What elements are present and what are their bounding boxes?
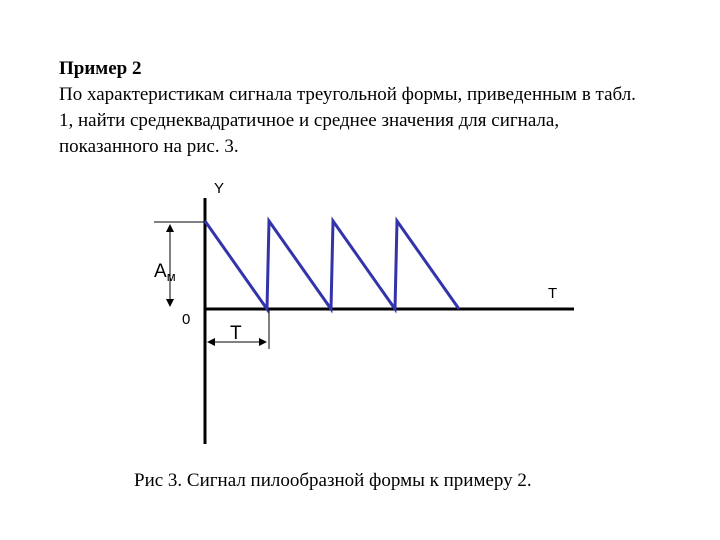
sawtooth-waveform [205,221,459,309]
period-label: T [230,323,242,344]
amplitude-subscript: м [166,269,176,284]
amplitude-label [154,261,176,284]
origin-label: 0 [182,311,191,328]
paragraph-line-3: показанного на рис. 3. [59,136,239,157]
y-axis-label: Y [214,180,225,197]
paragraph-line-2: 1, найти среднеквадратичное и среднее значения для сигнала, [59,110,560,131]
x-axis-label: T [548,285,558,302]
amplitude-letter: A [154,261,167,282]
example-heading: Пример 2 [59,58,142,79]
figure-caption: Рис 3. Сигнал пилообразной формы к примеру 2. [134,470,532,491]
paragraph-line-1: По характеристикам сигнала треугольной формы, приведенным в табл. [59,84,636,105]
